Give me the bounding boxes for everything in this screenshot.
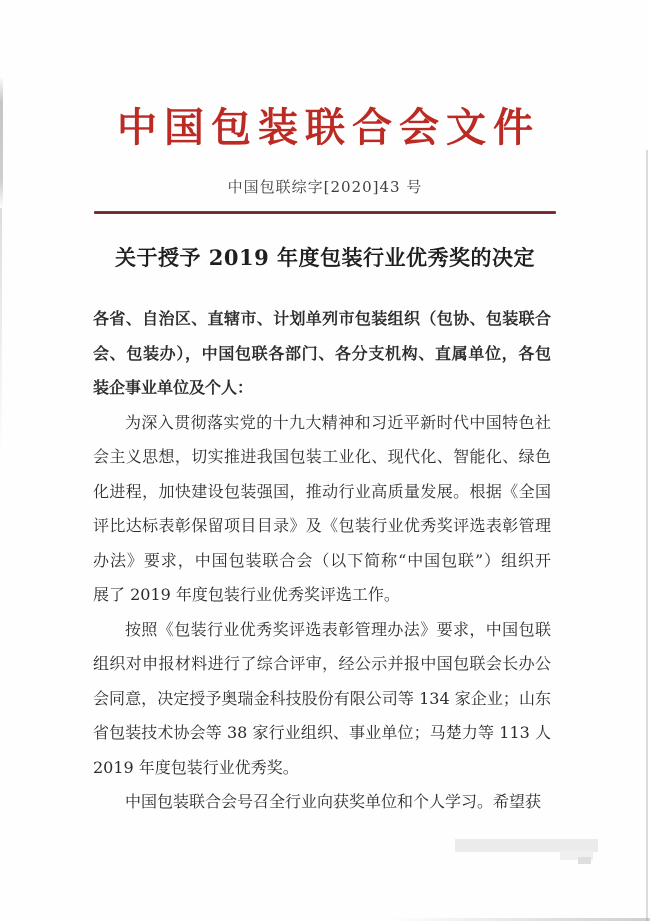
body-line: 组织对申报材料进行了综合评审，经公示并报中国包联会长办公 <box>93 654 551 673</box>
document-body <box>93 302 551 820</box>
page-edge-left-top <box>0 76 3 208</box>
page-edge-right <box>646 150 648 921</box>
body-line: 2019 年度包装行业优秀奖。 <box>93 757 299 777</box>
body-line: 评比达标表彰保留项目目录》及《包装行业优秀奖评选表彰管理 <box>93 516 551 535</box>
body-line: 中国包装联合会号召全行业向获奖单位和个人学习。希望获 <box>125 792 542 811</box>
body-line: 装企事业单位及个人： <box>93 378 254 397</box>
body-line: 会、包装办），中国包联各部门、各分支机构、直属单位，各包 <box>93 343 551 363</box>
body-line: 会主义思想，切实推进我国包装工业化、现代化、智能化、绿色 <box>93 447 551 466</box>
body-line: 化进程，加快建设包装强国，推动行业高质量发展。根据《全国 <box>93 481 551 501</box>
body-line: 会同意，决定授予奥瑞金科技股份有限公司等 134 家企业；山东 <box>93 688 551 708</box>
organization-title: 中国包装联合会文件 <box>117 104 540 151</box>
document-heading: 关于授予 2019 年度包装行业优秀奖的决定 <box>114 245 536 270</box>
body-line: 办法》要求，中国包装联合会（以下简称“中国包联”）组织开 <box>93 550 551 570</box>
document-number: 中国包联综字[2020]43 号 <box>227 178 423 196</box>
body-line: 展了 2019 年度包装行业优秀奖评选工作。 <box>93 585 400 604</box>
page-shadow-mark <box>578 857 591 864</box>
body-line: 各省、自治区、直辖市、计划单列市包装组织（包协、包装联合 <box>93 309 551 328</box>
body-line: 省包装技术协会等 38 家行业组织、事业单位；马楚力等 113 人 <box>93 723 551 742</box>
body-line: 按照《包装行业优秀奖评选表彰管理办法》要求，中国包联 <box>125 619 551 639</box>
body-line: 为深入贯彻落实党的十九大精神和习近平新时代中国特色社 <box>125 412 551 432</box>
header-divider-rule <box>94 211 556 214</box>
page-edge-left-lower <box>0 208 2 458</box>
